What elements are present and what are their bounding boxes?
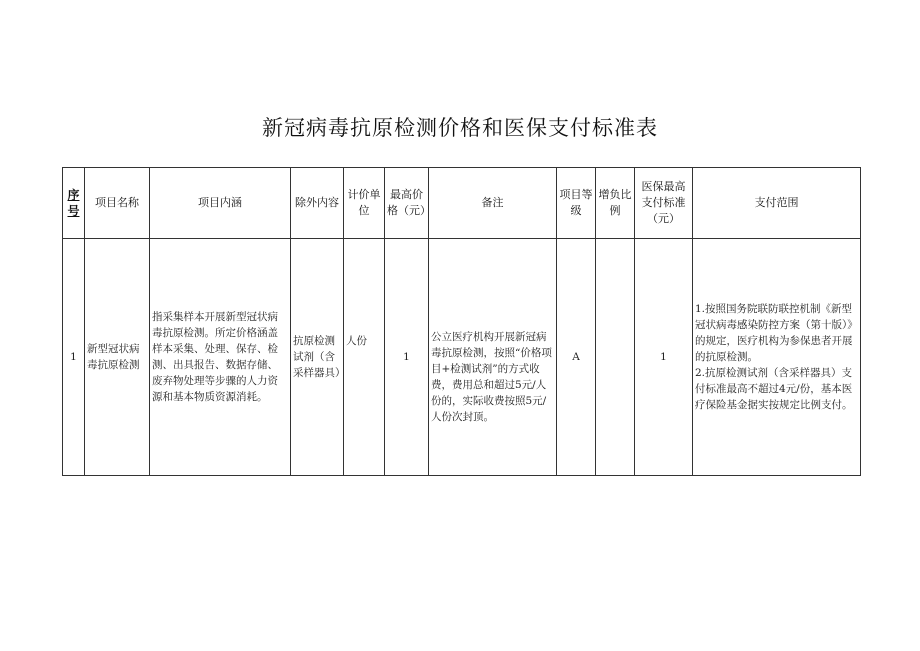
scope-item-2: 2.抗原检测试剂（含采样器具）支付标准最高不超过4元/份，基本医疗保险基金据实按规定比例支付。: [695, 367, 853, 411]
scope-item-1: 1.按照国务院联防联控机制《新型冠状病毒感染防控方案（第十版）》的规定，医疗机构为参保患者开展的抗原检测。: [695, 303, 858, 363]
cell-grade: A: [557, 239, 596, 476]
header-content: 项目内涵: [150, 168, 291, 239]
cell-insurance-std: 1: [635, 239, 693, 476]
cell-unit: 人份: [344, 239, 385, 476]
cell-scope: [693, 239, 861, 476]
header-max-price: 最高价格（元）: [385, 168, 429, 239]
cell-self-pay: [596, 239, 635, 476]
header-scope: 支付范围: [693, 168, 861, 239]
cell-seq: 1: [63, 239, 85, 476]
cell-remark: 公立医疗机构开展新冠病毒抗原检测，按照“价格项目+检测试剂”的方式收费，费用总和超过5元/人份的，实际收费按照5元/人份次封顶。: [429, 239, 557, 476]
cell-name: 新型冠状病毒抗原检测: [85, 239, 150, 476]
header-self-pay: 增负比例: [596, 168, 635, 239]
header-exclusion: 除外内容: [291, 168, 344, 239]
cell-max-price: 1: [385, 239, 429, 476]
header-remark: 备注: [429, 168, 557, 239]
header-insurance-std: 医保最高支付标准（元）: [635, 168, 693, 239]
header-grade: 项目等级: [557, 168, 596, 239]
cell-content: 指采集样本开展新型冠状病毒抗原检测。所定价格涵盖样本采集、处理、保存、检测、出具报告、数据存储、废弃物处理等步骤的人力资源和基本物质资源消耗。: [150, 239, 291, 476]
header-row: [63, 168, 861, 239]
header-name: 项目名称: [85, 168, 150, 239]
header-seq: 序号: [63, 168, 85, 239]
page-title: 新冠病毒抗原检测价格和医保支付标准表: [262, 116, 658, 140]
header-unit: 计价单位: [344, 168, 385, 239]
table-row: [63, 239, 861, 476]
cell-exclusion: 抗原检测试剂（含采样器具）: [291, 239, 344, 476]
price-standard-table: [62, 167, 861, 476]
